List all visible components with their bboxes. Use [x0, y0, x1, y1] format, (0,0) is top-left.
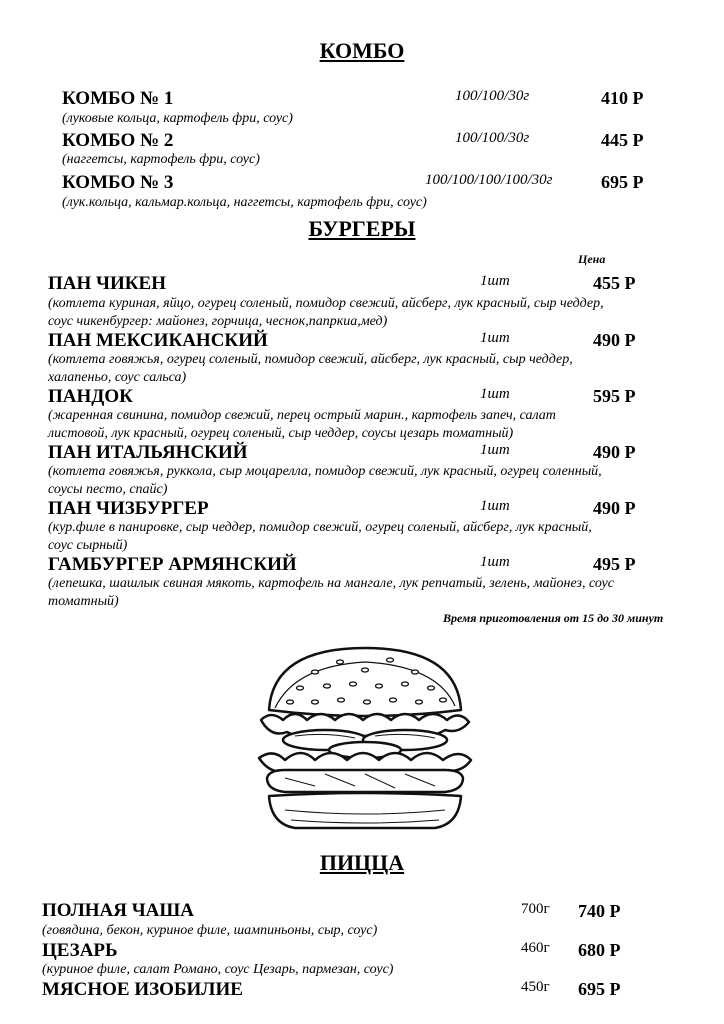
burger-5-price: 490 Р [593, 498, 636, 518]
burger-6-name: ГАМБУРГЕР АРМЯНСКИЙ [48, 554, 297, 575]
pizza-1-desc: (говядина, бекон, куриное филе, шампиньоны, сыр, соус) [42, 923, 378, 938]
combo-3-weight: 100/100/100/100/30г [425, 172, 553, 188]
burger-1-price: 455 Р [593, 273, 636, 293]
burger-3-price: 595 Р [593, 386, 636, 406]
pizza-3-name: МЯСНОЕ ИЗОБИЛИЕ [42, 979, 243, 1000]
burger-5-name: ПАН ЧИЗБУРГЕР [48, 498, 209, 519]
combo-3-name: КОМБО № 3 [62, 172, 174, 193]
cooking-time-note: Время приготовления от 15 до 30 минут [443, 611, 664, 625]
combo-2-price: 445 Р [601, 130, 644, 150]
combo-2-desc: (наггетсы, картофель фри, соус) [62, 152, 260, 167]
burger-3-qty: 1шт [480, 386, 510, 402]
burger-5-desc-line2: соус сырный) [48, 538, 128, 553]
burger-2-desc-line2: халапеньо, соус сальса) [48, 370, 187, 385]
combo-1-price: 410 Р [601, 88, 644, 108]
burger-5-desc-line1: (кур.филе в панировке, сыр чеддер, помидор свежий, огурец соленый, айсберг, лук красный, [48, 520, 592, 535]
burger-3-desc-line1: (жаренная свинина, помидор свежий, перец острый марин., картофель запеч, салат [48, 408, 556, 423]
pizza-1-name: ПОЛНАЯ ЧАША [42, 900, 194, 921]
pizza-section-title: ПИЦЦА [319, 850, 405, 875]
pizza-3-price: 695 Р [578, 979, 621, 999]
burger-3-desc-line2: листовой, лук красный, огурец соленый, сыр чеддер, соусы цезарь томатный) [48, 426, 514, 441]
burger-4-desc-line1: (котлета говяжья, руккола, сыр моцарелла, помидор свежий, лук красный, огурец соленный, [48, 464, 602, 479]
burger-6-price: 495 Р [593, 554, 636, 574]
combo-section-title: КОМБО [319, 38, 405, 63]
burger-2-price: 490 Р [593, 330, 636, 350]
burger-5-qty: 1шт [480, 498, 510, 514]
price-column-header: Цена [578, 252, 606, 266]
burger-1-qty: 1шт [480, 273, 510, 289]
burgers-section-title: БУРГЕРЫ [308, 216, 416, 241]
burger-2-desc-line1: (котлета говяжья, огурец соленый, помидор свежий, айсберг, лук красный, сыр чеддер, [48, 352, 573, 367]
burger-1-name: ПАН ЧИКЕН [48, 273, 166, 294]
pizza-2-price: 680 Р [578, 940, 621, 960]
pizza-2-name: ЦЕЗАРЬ [42, 940, 118, 961]
pizza-3-weight: 450г [521, 979, 550, 995]
combo-2-weight: 100/100/30г [455, 130, 530, 146]
burger-3-name: ПАНДОК [48, 386, 133, 407]
combo-3-price: 695 Р [601, 172, 644, 192]
burger-illustration [255, 640, 475, 835]
pizza-1-weight: 700г [521, 901, 550, 917]
combo-3-desc: (лук.кольца, кальмар.кольца, наггетсы, картофель фри, соус) [62, 195, 427, 210]
burger-6-desc-line2: томатный) [48, 594, 119, 609]
burger-1-desc-line1: (котлета куриная, яйцо, огурец соленый, помидор свежий, айсберг, лук красный, сыр чеддер, [48, 296, 604, 311]
combo-2-name: КОМБО № 2 [62, 130, 174, 151]
pizza-2-weight: 460г [521, 940, 550, 956]
burger-4-name: ПАН ИТАЛЬЯНСКИЙ [48, 442, 248, 463]
burger-2-name: ПАН МЕКСИКАНСКИЙ [48, 330, 268, 351]
burger-4-qty: 1шт [480, 442, 510, 458]
combo-1-desc: (луковые кольца, картофель фри, соус) [62, 111, 293, 126]
burger-1-desc-line2: соус чикенбургер: майонез, горчица, чеснок,папркиа,мед) [48, 314, 388, 329]
burger-6-desc-line1: (лепешка, шашлык свиная мякоть, картофель на мангале, лук репчатый, зелень, майонез, соус [48, 576, 614, 591]
pizza-1-price: 740 Р [578, 901, 621, 921]
combo-1-name: КОМБО № 1 [62, 88, 174, 109]
burger-4-desc-line2: соусы песто, спайс) [48, 482, 168, 497]
burger-4-price: 490 Р [593, 442, 636, 462]
burger-2-qty: 1шт [480, 330, 510, 346]
combo-1-weight: 100/100/30г [455, 88, 530, 104]
pizza-2-desc: (куриное филе, салат Романо, соус Цезарь, пармезан, соус) [42, 962, 394, 977]
burger-6-qty: 1шт [480, 554, 510, 570]
